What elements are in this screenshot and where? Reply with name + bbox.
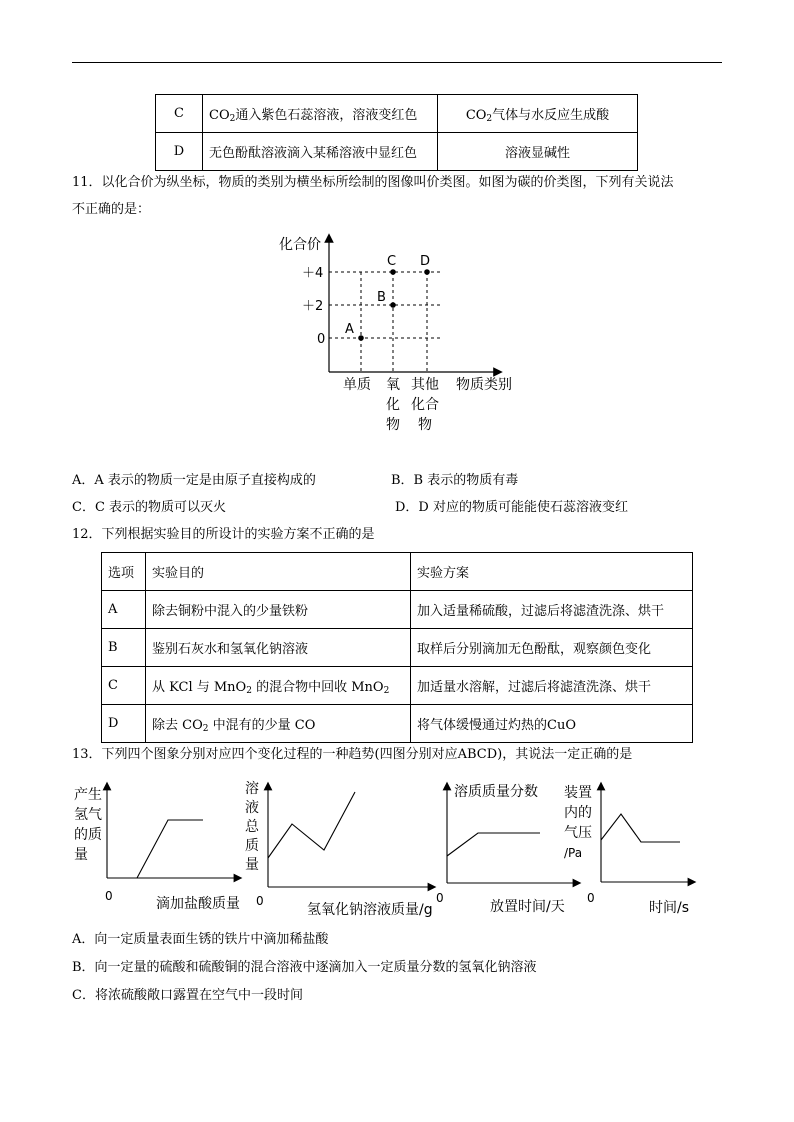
point-c-label: C (387, 254, 397, 269)
q13-stem: 13．下列四个图象分别对应四个变化过程的一种趋势(四图分别对应ABCD)，其说法一定正确的是 (72, 747, 633, 762)
graph-c (436, 783, 577, 915)
row-option: B (102, 629, 146, 667)
point-b-label: B (377, 290, 386, 305)
x-cat-other-3: 物 (418, 417, 432, 433)
graph-d-ylabel-4: /Pa (564, 846, 583, 860)
point-d-label: D (420, 254, 431, 269)
graph-d (564, 784, 692, 916)
table-row (156, 95, 638, 133)
graph-a-ylabel-2: 氢气 (74, 807, 102, 823)
row-option: D (102, 705, 146, 743)
valence-chart (270, 228, 530, 440)
table-row (102, 705, 693, 743)
graph-b-ylabel-4: 质 (245, 838, 259, 854)
graph-d-xlabel: 时间/s (649, 900, 690, 916)
row-letter: C (156, 95, 203, 133)
table-row (156, 133, 638, 171)
graph-d-origin: 0 (587, 891, 595, 905)
point-c (390, 269, 396, 275)
row-letter: D (156, 133, 203, 171)
q13-option-b: B．向一定量的硫酸和硫酸铜的混合溶液中逐滴加入一定质量分数的氢氧化钠溶液 (72, 960, 537, 975)
row-option: A (102, 591, 146, 629)
q11-option-a: A．A 表示的物质一定是由原子直接构成的 (72, 473, 316, 488)
x-cat-oxide-2: 化 (386, 397, 400, 413)
point-d (424, 269, 430, 275)
header-rule (72, 62, 722, 63)
header-option: 选项 (102, 553, 146, 591)
q13-option-c: C．将浓硫酸敞口露置在空气中一段时间 (72, 988, 303, 1003)
graph-c-line (447, 833, 540, 856)
graph-c-xlabel: 放置时间/天 (490, 899, 565, 915)
explanation-cell: 溶液显碱性 (438, 133, 638, 171)
q11-stem-line2: 不正确的是： (72, 202, 151, 217)
graph-d-ylabel-1: 装置 (564, 785, 592, 801)
y-tick-0: 0 (317, 332, 326, 347)
row-plan: 加适量水溶解，过滤后将滤渣洗涤、烘干 (411, 667, 693, 705)
x-cat-oxide-1: 氧 (386, 377, 400, 393)
y-tick-4: ＋4 (302, 266, 324, 281)
q11-option-c: C．C 表示的物质可以灭火 (72, 500, 227, 515)
x-cat-other-2: 化合 (411, 397, 439, 413)
row-purpose: 除去铜粉中混入的少量铁粉 (146, 591, 411, 629)
row-purpose: 除去 $CO_2$ 中混有的少量 CO (146, 705, 411, 743)
graph-b-ylabel-3: 总 (245, 819, 259, 835)
table-row (102, 629, 693, 667)
row-plan: 加入适量稀硫酸，过滤后将滤渣洗涤、烘干 (411, 591, 693, 629)
graph-c-ylabel: 溶质质量分数 (454, 784, 538, 800)
point-b (390, 302, 396, 308)
x-cat-elemental: 单质 (343, 377, 371, 393)
graph-d-ylabel-2: 内的 (564, 805, 592, 821)
q11-stem-line1: 11．以化合价为纵坐标，物质的类别为横坐标所绘制的图像叫价类图。如图为碳的价类图，下列有关说法 (72, 175, 674, 190)
point-a (358, 335, 364, 341)
header-purpose: 实验目的 (146, 553, 411, 591)
explanation-cell: $CO_2$气体与水反应生成酸 (438, 95, 638, 133)
x-axis-title: 物质类别 (456, 377, 512, 393)
phenomenon-cell: $CO_2$通入紫色石蕊溶液，溶液变红色 (203, 95, 438, 133)
table-row (102, 667, 693, 705)
graph-a-xlabel: 滴加盐酸质量 (156, 896, 240, 912)
q11-option-b: B．B 表示的物质有毒 (391, 473, 519, 488)
table-header-row (102, 553, 693, 591)
q13-option-a: A．向一定质量表面生锈的铁片中滴加稀盐酸 (72, 932, 329, 947)
phenomenon-cell: 无色酚酞溶液滴入某稀溶液中显红色 (203, 133, 438, 171)
graph-b-origin: 0 (256, 894, 264, 908)
header-plan: 实验方案 (411, 553, 693, 591)
table-row (102, 591, 693, 629)
graph-c-origin: 0 (436, 891, 444, 905)
graph-a-ylabel-4: 量 (74, 847, 88, 863)
graph-b (245, 780, 433, 918)
graph-b-ylabel-2: 液 (245, 800, 259, 816)
top-table (155, 94, 638, 171)
graph-a-ylabel-1: 产生 (74, 787, 102, 803)
graph-b-ylabel-1: 溶 (245, 781, 259, 797)
y-tick-2: ＋2 (302, 299, 324, 314)
q12-stem: 12．下列根据实验目的所设计的实验方案不正确的是 (72, 527, 375, 542)
q11-option-d: D．D 对应的物质可能能使石蕊溶液变红 (395, 500, 628, 515)
row-purpose: 从 KCl 与 MnO$_2$ 的混合物中回收 MnO$_2$ (146, 667, 411, 705)
y-axis-title: 化合价 (279, 237, 321, 253)
q12-table (101, 552, 693, 743)
x-cat-other-1: 其他 (411, 377, 439, 393)
row-option: C (102, 667, 146, 705)
row-plan: 取样后分别滴加无色酚酞，观察颜色变化 (411, 629, 693, 667)
graph-b-xlabel: 氢氧化钠溶液质量/g (307, 902, 433, 918)
graph-b-line (268, 792, 355, 858)
q13-graphs (70, 772, 724, 922)
row-purpose: 鉴别石灰水和氢氧化钠溶液 (146, 629, 411, 667)
graph-d-line (601, 814, 680, 842)
graph-a-ylabel-3: 的质 (74, 827, 102, 843)
graph-a-line (137, 820, 203, 878)
point-a-label: A (345, 322, 354, 337)
graph-a (74, 786, 240, 912)
graph-b-ylabel-5: 量 (245, 857, 259, 873)
row-plan: 将气体缓慢通过灼热的CuO (411, 705, 693, 743)
graph-d-ylabel-3: 气压 (564, 825, 592, 841)
x-cat-oxide-3: 物 (386, 417, 400, 433)
graph-a-origin: 0 (105, 889, 113, 903)
